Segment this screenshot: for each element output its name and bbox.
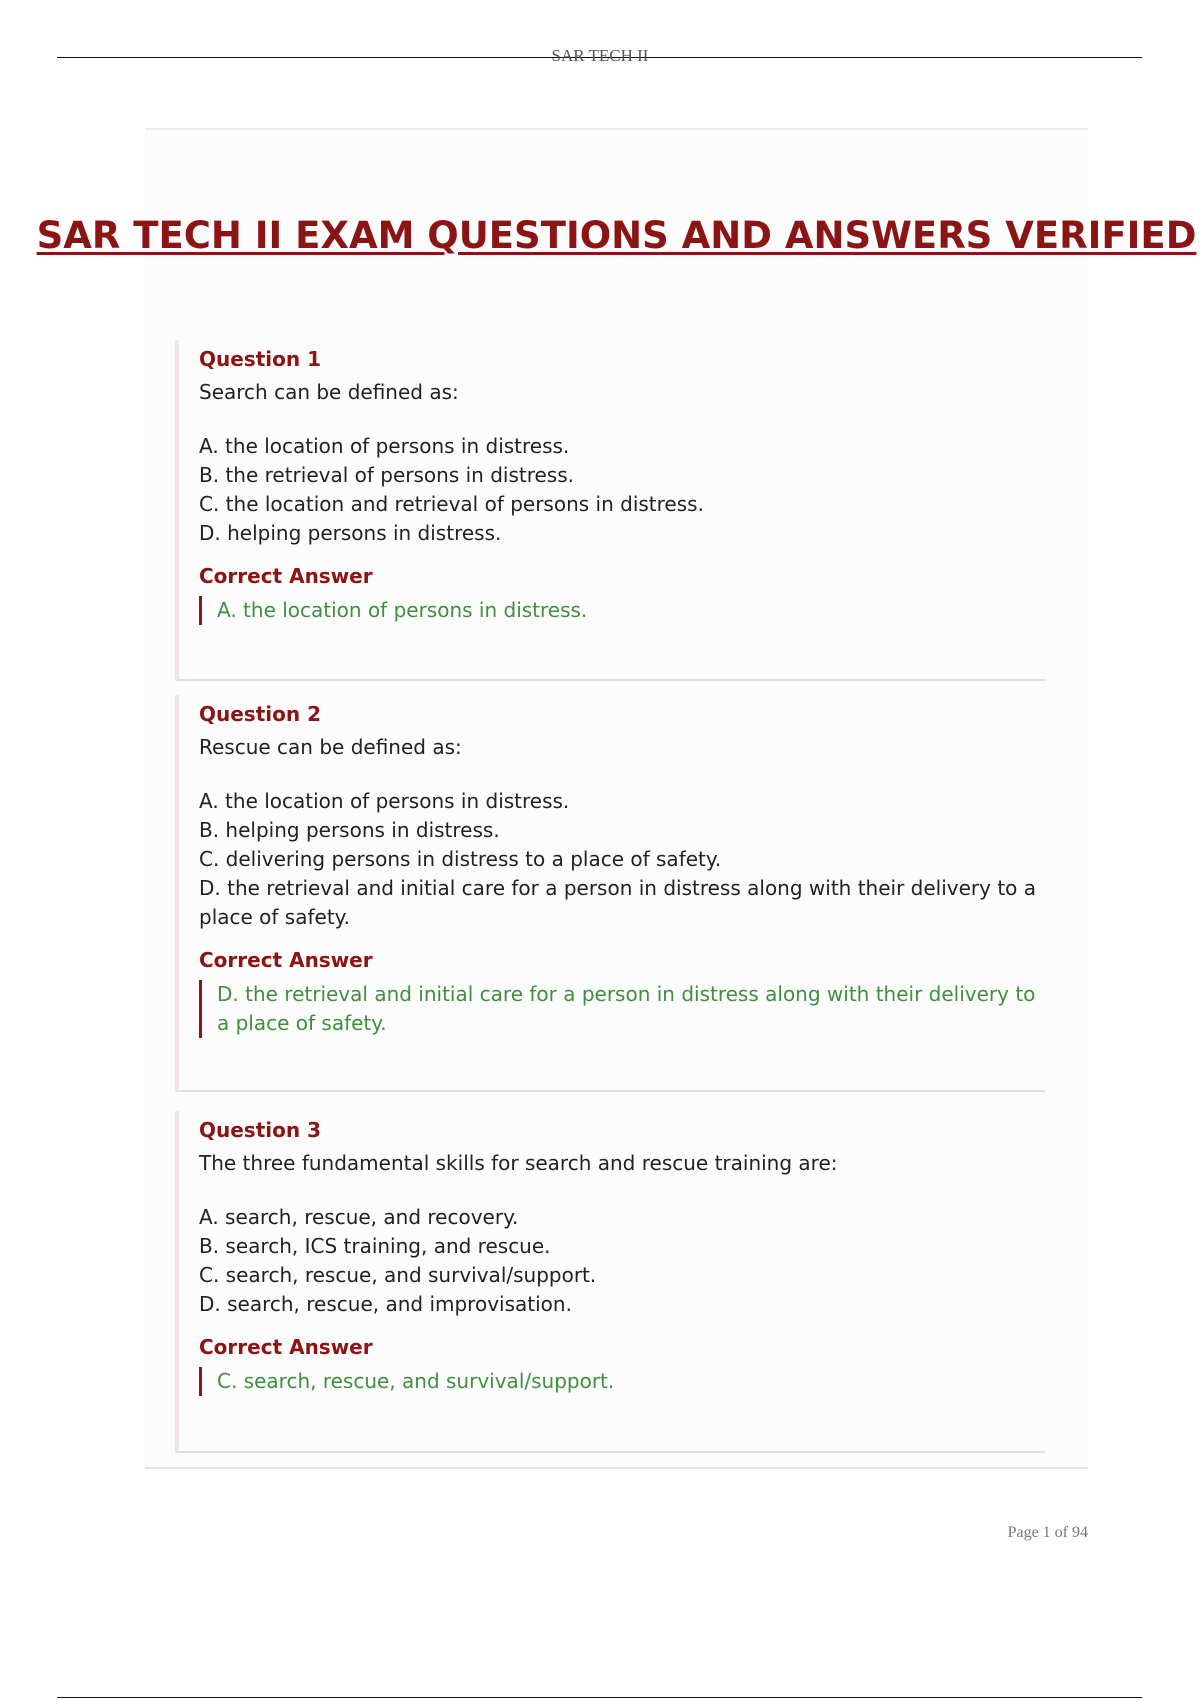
- page-number: Page 1 of 94: [1007, 1524, 1088, 1541]
- question-label: Question 2: [199, 702, 321, 726]
- question-block: [175, 1111, 1045, 1453]
- option-c: C. the location and retrieval of persons in distress.: [199, 492, 704, 516]
- document-title: SAR TECH II EXAM QUESTIONS AND ANSWERS VERIFIED: [36, 214, 1197, 257]
- question-block: [175, 695, 1045, 1092]
- correct-answer: A. the location of persons in distress.: [199, 596, 1045, 625]
- option-c: C. delivering persons in distress to a place of safety.: [199, 847, 722, 871]
- options-list: [199, 1203, 1045, 1319]
- option-a: A. search, rescue, and recovery.: [199, 1205, 519, 1229]
- option-d: D. helping persons in distress.: [199, 521, 502, 545]
- footer-rule: [57, 1697, 1142, 1698]
- correct-answer: C. search, rescue, and survival/support.: [199, 1367, 1045, 1396]
- options-list: [199, 432, 1045, 548]
- correct-answer: D. the retrieval and initial care for a person in distress along with their delivery to a place of safety.: [199, 980, 1045, 1038]
- correct-answer-label: Correct Answer: [199, 564, 373, 588]
- question-block: [175, 340, 1045, 681]
- question-label: Question 3: [199, 1118, 321, 1142]
- question-text: The three fundamental skills for search and rescue training are:: [199, 1151, 838, 1175]
- option-b: B. helping persons in distress.: [199, 818, 500, 842]
- question-text: Search can be defined as:: [199, 380, 459, 404]
- option-a: A. the location of persons in distress.: [199, 789, 570, 813]
- correct-answer-label: Correct Answer: [199, 948, 373, 972]
- option-a: A. the location of persons in distress.: [199, 434, 570, 458]
- option-c: C. search, rescue, and survival/support.: [199, 1263, 597, 1287]
- question-text: Rescue can be defined as:: [199, 735, 462, 759]
- correct-answer-label: Correct Answer: [199, 1335, 373, 1359]
- question-label: Question 1: [199, 347, 321, 371]
- option-b: B. search, ICS training, and rescue.: [199, 1234, 551, 1258]
- option-d: D. the retrieval and initial care for a person in distress along with their delivery to a place of safety.: [199, 876, 1037, 929]
- option-d: D. search, rescue, and improvisation.: [199, 1292, 572, 1316]
- running-header: SAR TECH II: [551, 46, 649, 65]
- options-list: [199, 787, 1045, 932]
- option-b: B. the retrieval of persons in distress.: [199, 463, 574, 487]
